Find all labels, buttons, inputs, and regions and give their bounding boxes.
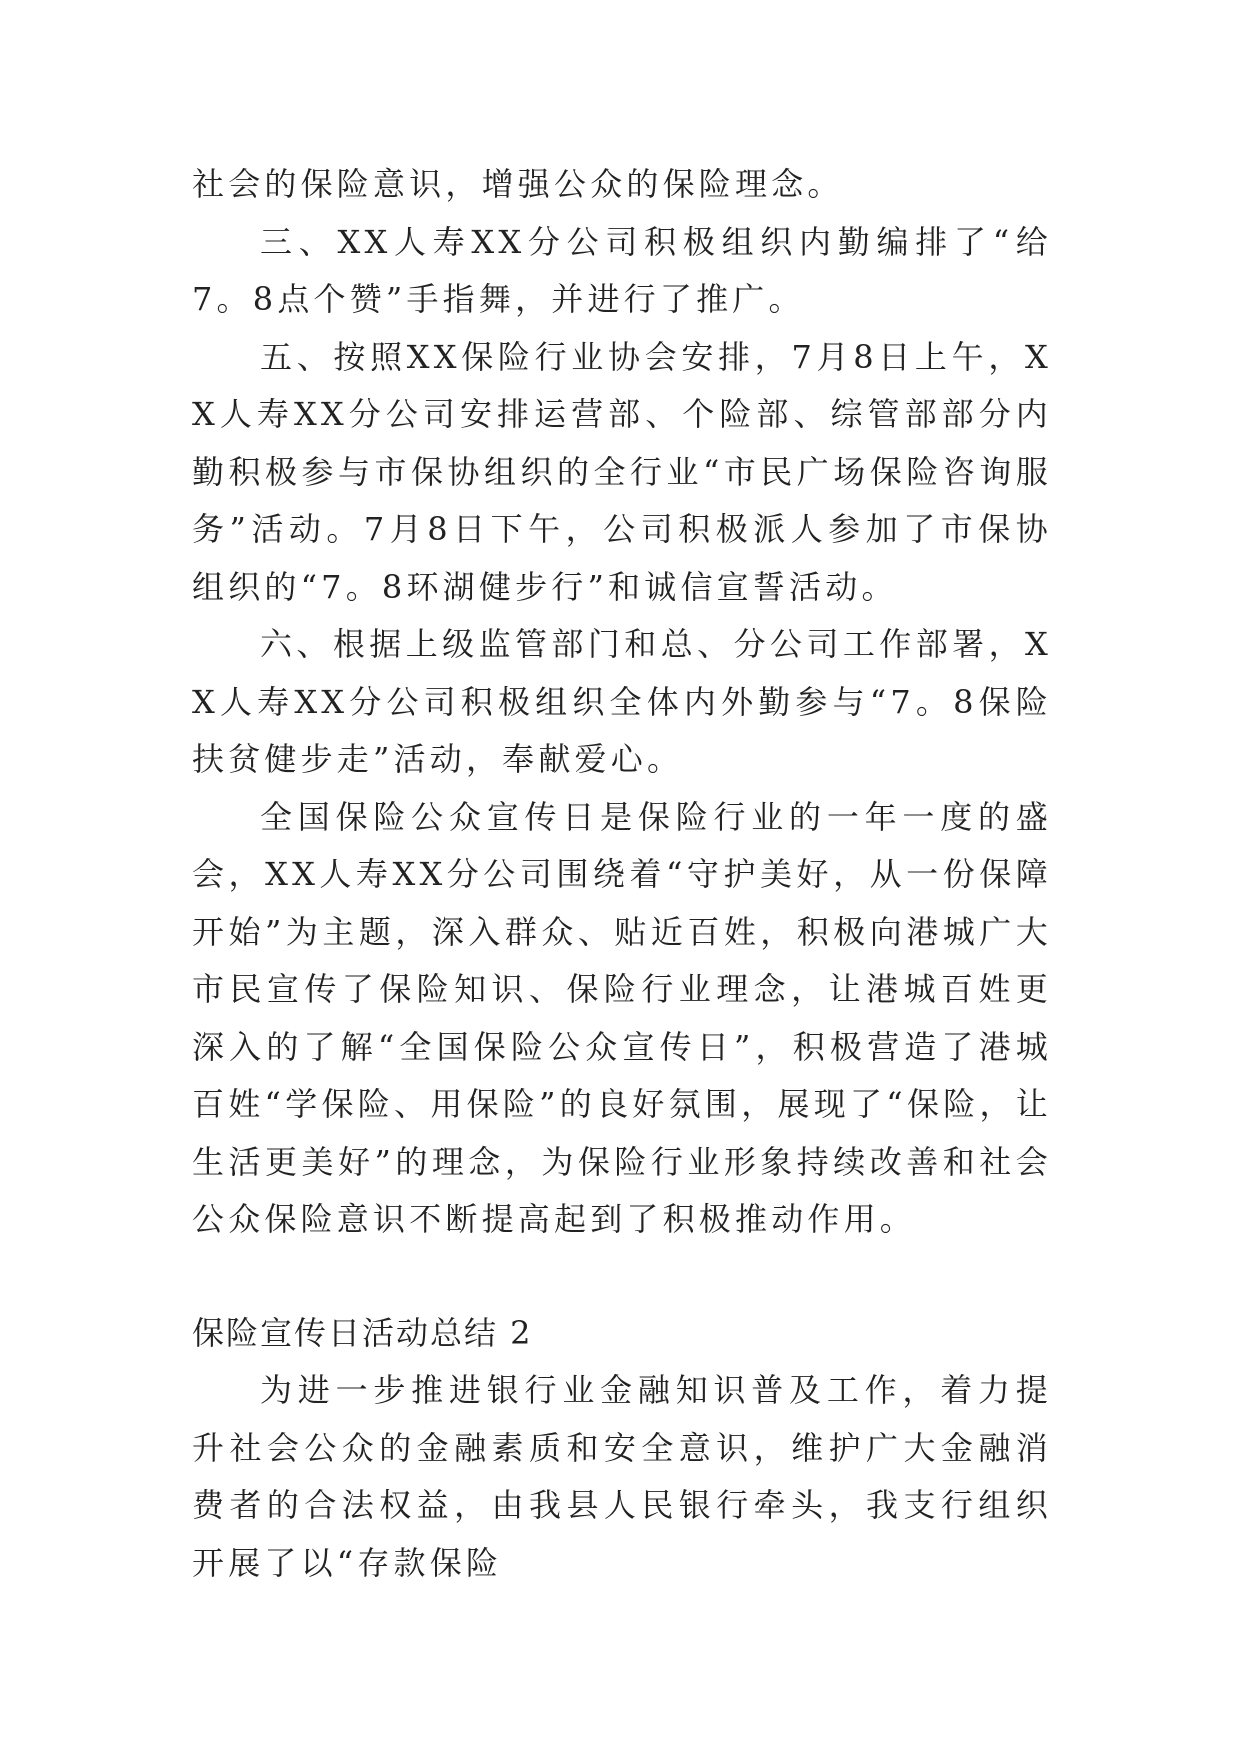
paragraph: 社会的保险意识，增强公众的保险理念。 (192, 165, 844, 203)
paragraph: 六、根据上级监管部门和总、分公司工作部署，XX人寿XX分公司积极组织全体内外勤参与“7。8保险扶贫健步走”活动，奉献爱心。 (192, 625, 1052, 778)
paragraph: 五、按照XX保险行业协会安排，7月8日上午，XX人寿XX分公司安排运营部、个险部、综管部部分内勤积极参与市保协组织的全行业“市民广场保险咨询服务”活动。7月8日下午，公司积极派人参加了市保协组织的“7。8环湖健步行”和诚信宣誓活动。 (192, 337, 1052, 606)
paragraph: 全国保险公众宣传日是保险行业的一年一度的盛会，XX人寿XX分公司围绕着“守护美好，从一份保障开始”为主题，深入群众、贴近百姓，积极向港城广大市民宣传了保险知识、保险行业理念，让港城百姓更深入的了解“全国保险公众宣传日”，积极营造了港城百姓“学保险、用保险”的良好氛围，展现了“保险，让生活更美好”的理念，为保险行业形象持续改善和社会公众保险意识不断提高起到了积极推动作用。 (192, 797, 1052, 1238)
paragraph: 三、XX人寿XX分公司积极组织内勤编排了“给7。8点个赞”手指舞，并进行了推广。 (192, 222, 1052, 318)
paragraph: 为进一步推进银行业金融知识普及工作，着力提升社会公众的金融素质和安全意识，维护广大金融消费者的合法权益，由我县人民银行牵头，我支行组织开展了以“存款保险 (192, 1371, 1052, 1582)
section-heading: 保险宣传日活动总结 2 (192, 1313, 533, 1352)
document-body (192, 156, 1052, 1592)
